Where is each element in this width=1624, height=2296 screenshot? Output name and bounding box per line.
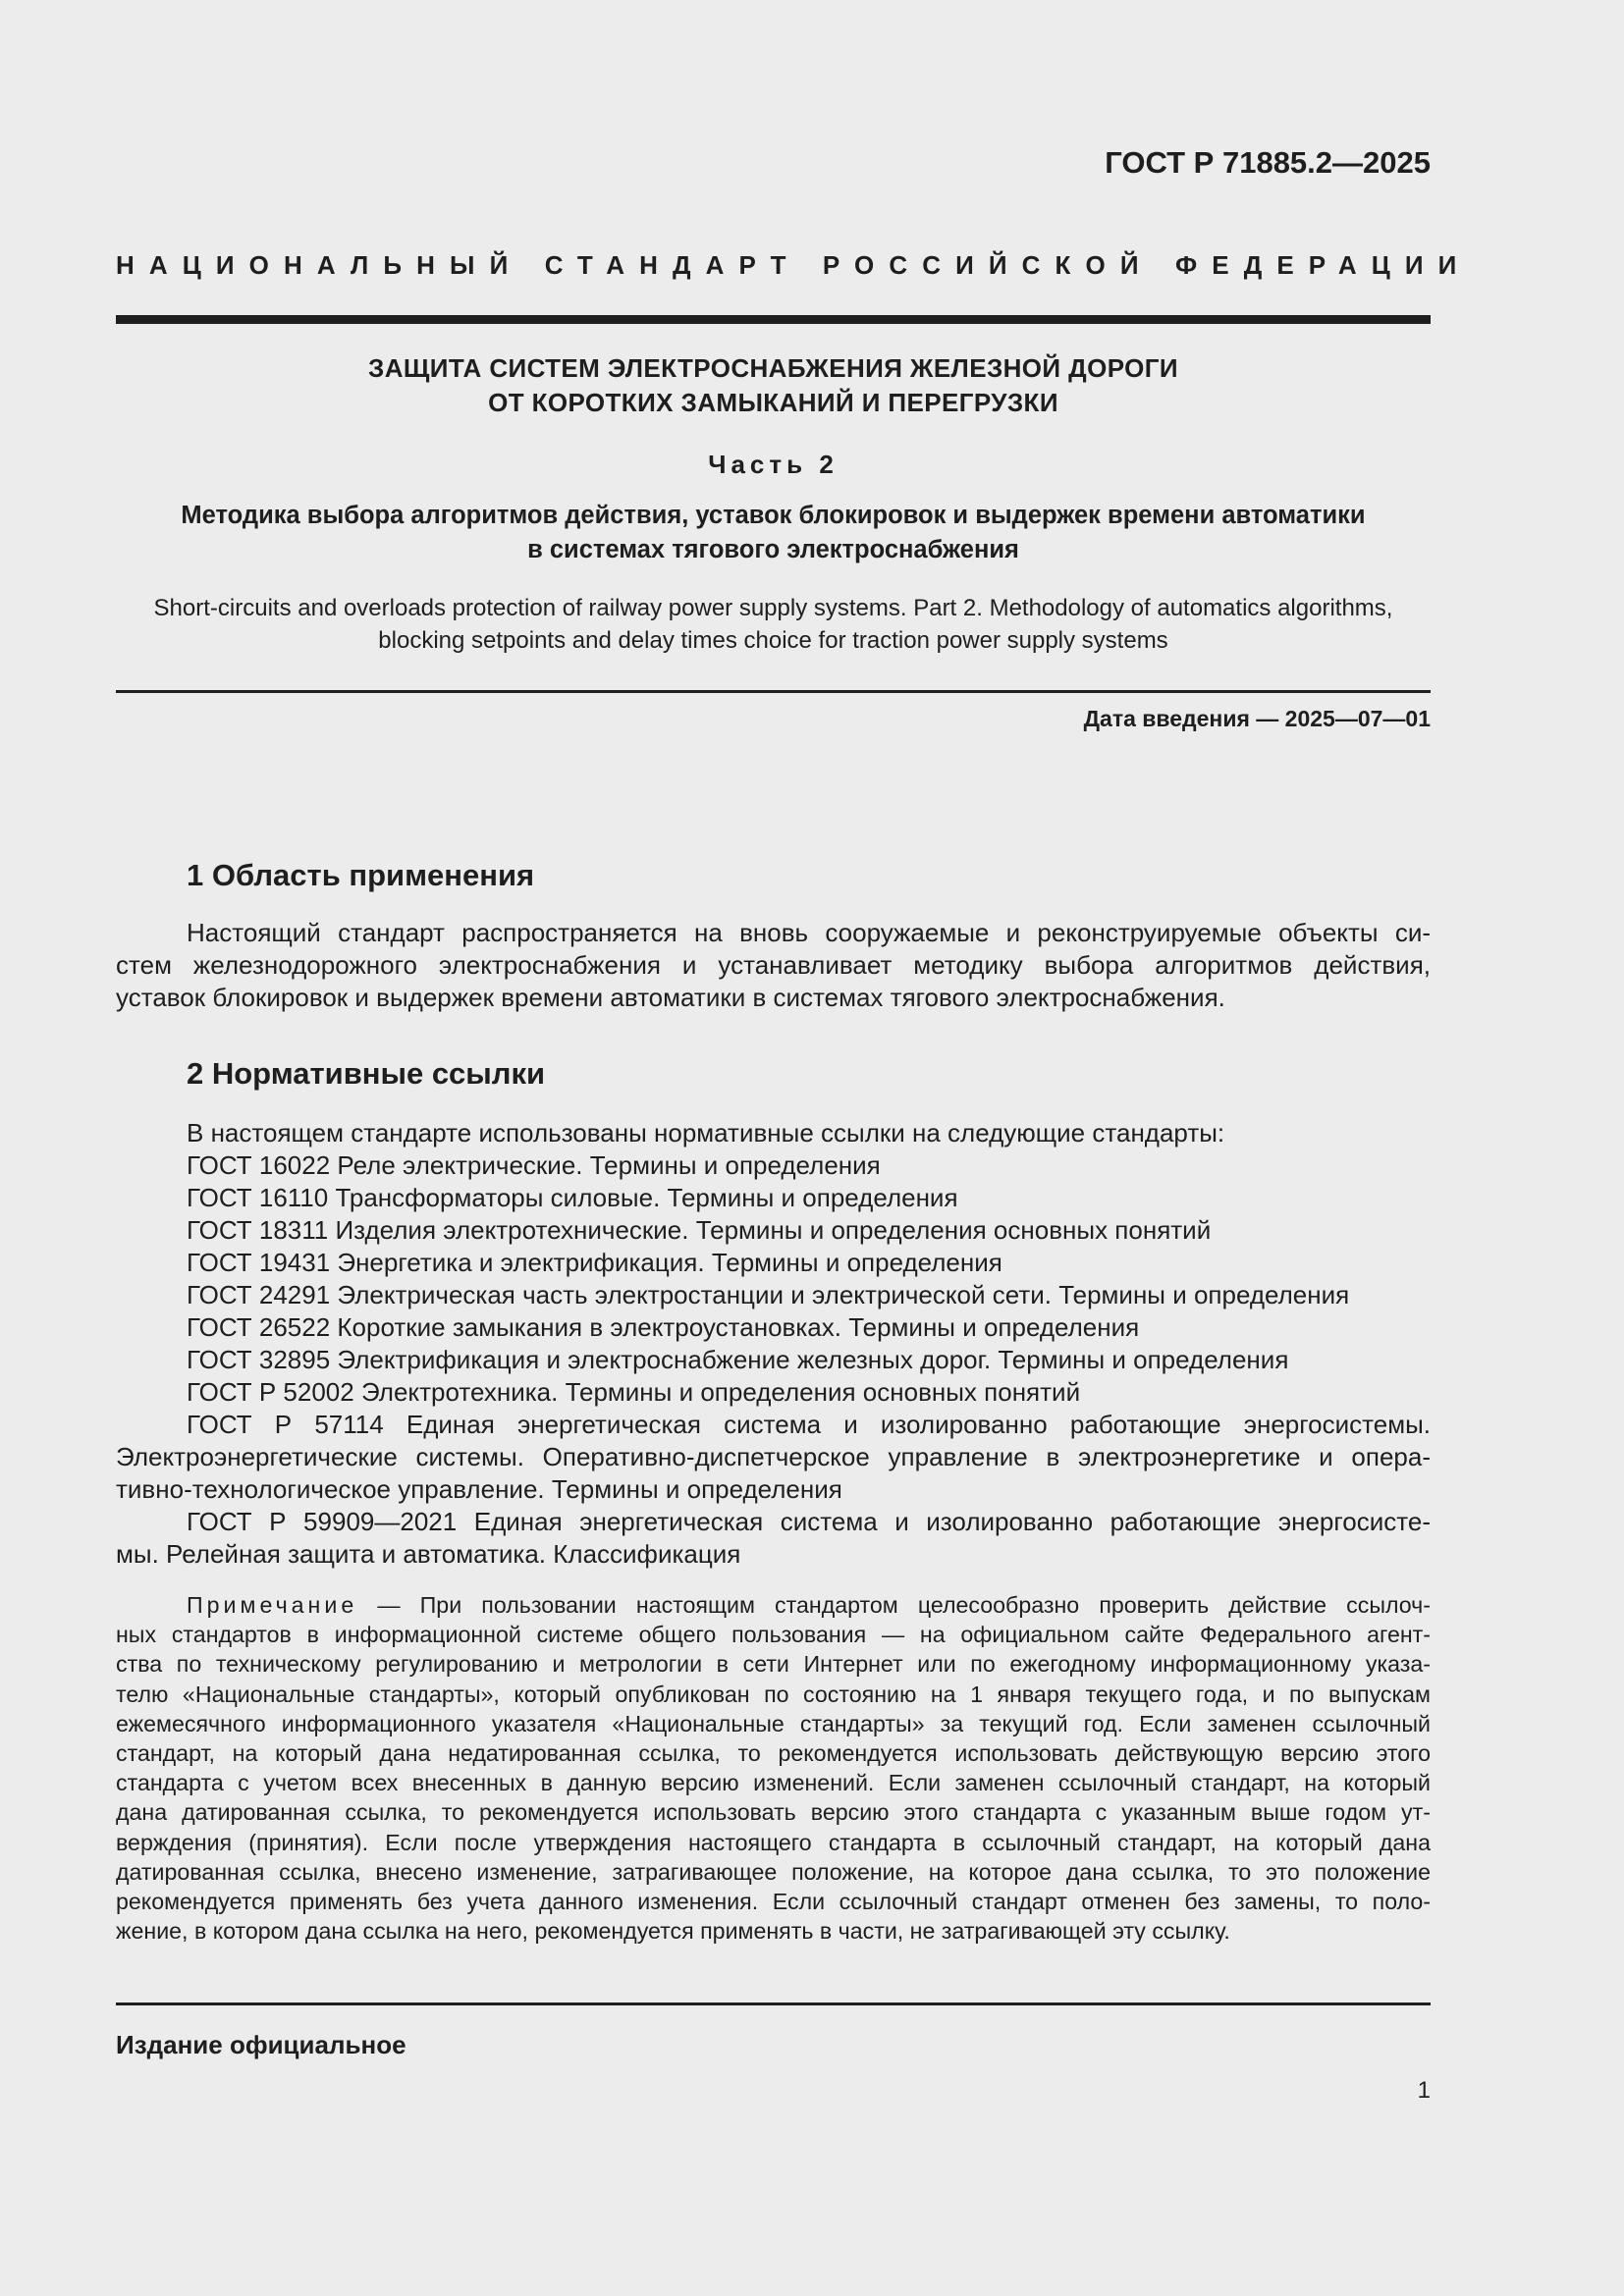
note-line: датированная ссылка, внесено изменение, затрагивающее положение, на которое дана ссылка, то это положение [116,1858,1431,1885]
reference-item: ГОСТ 18311 Изделия электротехнические. Термины и определения основных понятий [187,1215,1212,1245]
note-label: Примечание [187,1592,358,1618]
title-divider [116,690,1431,693]
part-label: Часть 2 [708,450,839,479]
reference-item: ГОСТ 24291 Электрическая часть электростанции и электрической сети. Термины и определения [187,1280,1350,1309]
note-line: рекомендуется применять без учета данного изменения. Если ссылочный стандарт отменен без замены, то поло- [116,1889,1431,1915]
document-code: ГОСТ Р 71885.2—2025 [1105,145,1431,180]
note-line: Примечание — При пользовании настоящим стандартом целесообразно проверить действие ссылоч- [187,1592,1431,1618]
paragraph-line: Настоящий стандарт распространяется на вновь сооружаемые и реконструируемые объекты си- [187,918,1431,947]
note-line: стандарт, на который дана недатированная ссылка, то рекомендуется использовать действующую версию этого [116,1740,1431,1767]
edition-label: Издание официальное [116,2030,406,2059]
section-1-heading: 1 Область применения [187,858,535,892]
note-line: верждения (принятия). Если после утверждения настоящего стандарта в ссылочный стандарт, на который дана [116,1829,1431,1855]
paragraph-line: стем железнодорожного электроснабжения и устанавливает методику выбора алгоритмов действия, [116,950,1431,980]
note-block [116,1590,1431,1946]
subtitle-line-1: Методика выбора алгоритмов действия, уставок блокировок и выдержек времени автоматики [181,502,1366,529]
note-line: жение, в котором дана ссылка на него, рекомендуется применять в части, не затрагивающей эту ссылку. [116,1918,1230,1945]
document-page [116,0,1472,2296]
reference-item: ГОСТ 16110 Трансформаторы силовые. Термины и определения [187,1183,958,1212]
english-title-line-1: Short-circuits and overloads protection of railway power supply systems. Part 2. Methodology of automatics algorithms, [153,595,1393,621]
reference-item: ГОСТ Р 52002 Электротехника. Термины и определения основных понятий [187,1377,1081,1407]
section-2-heading: 2 Нормативные ссылки [187,1056,546,1091]
reference-item-59909 [116,1506,1431,1571]
reference-item: ГОСТ 19431 Энергетика и электрификация. Термины и определения [187,1248,1002,1277]
title-line-2: ОТ КОРОТКИХ ЗАМЫКАНИЙ И ПЕРЕГРУЗКИ [488,388,1058,417]
national-standard-label: НАЦИОНАЛЬНЫЙ СТАНДАРТ РОССИЙСКОЙ ФЕДЕРАЦИИ [116,250,1472,280]
reference-item: ГОСТ 26522 Короткие замыкания в электроустановках. Термины и определения [187,1312,1140,1342]
note-line: телю «Национальные стандарты», который опубликован по состоянию на 1 января текущего года, и по выпускам [116,1681,1431,1707]
note-line: ных стандартов в информационной системе общего пользования — на официальном сайте Федерального агент- [116,1622,1431,1648]
footer-divider [116,2002,1431,2005]
references-intro: В настоящем стандарте использованы нормативные ссылки на следующие стандарты: [187,1118,1225,1148]
reference-item: ГОСТ 32895 Электрификация и электроснабжение железных дорог. Термины и определения [187,1345,1289,1374]
introduction-date: Дата введения — 2025—07—01 [1083,706,1431,731]
paragraph-line: мы. Релейная защита и автоматика. Классификация [116,1539,741,1569]
title-line-1: ЗАЩИТА СИСТЕМ ЭЛЕКТРОСНАБЖЕНИЯ ЖЕЛЕЗНОЙ ДОРОГИ [368,353,1178,383]
note-line: ства по техническому регулированию и метрологии в сети Интернет или по ежегодному информационному указа- [116,1651,1431,1678]
paragraph-line: ГОСТ Р 57114 Единая энергетическая система и изолированно работающие энергосистемы. [187,1410,1431,1439]
paragraph-line: ГОСТ Р 59909—2021 Единая энергетическая система и изолированно работающие энергосисте- [187,1507,1431,1536]
note-line: стандарта с учетом всех внесенных в данную версию изменений. Если заменен ссылочный стандарт, на который [116,1770,1431,1796]
reference-item-57114 [116,1409,1431,1506]
subtitle-line-2: в системах тягового электроснабжения [527,536,1019,563]
english-title-line-2: blocking setpoints and delay times choice for traction power supply systems [378,627,1168,654]
header-divider [116,315,1431,324]
note-line: ежемесячного информационного указателя «Национальные стандарты» за текущий год. Если заменен ссылочный [116,1710,1431,1736]
paragraph-line: уставок блокировок и выдержек времени автоматики в системах тягового электроснабжения. [116,983,1225,1012]
subtitle [116,499,1431,567]
note-line: дана датированная ссылка, то рекомендуется использовать версию этого стандарта с указанным выше годом ут- [116,1799,1431,1826]
page-number: 1 [1417,2077,1431,2104]
english-title [116,592,1431,657]
paragraph-line: Электроэнергетические системы. Оперативно-диспетчерское управление в электроэнергетике и опера- [116,1442,1431,1471]
reference-item: ГОСТ 16022 Реле электрические. Термины и определения [187,1150,881,1180]
section-1-paragraph [116,917,1431,1014]
paragraph-line: тивно-технологическое управление. Термины и определения [116,1474,842,1504]
